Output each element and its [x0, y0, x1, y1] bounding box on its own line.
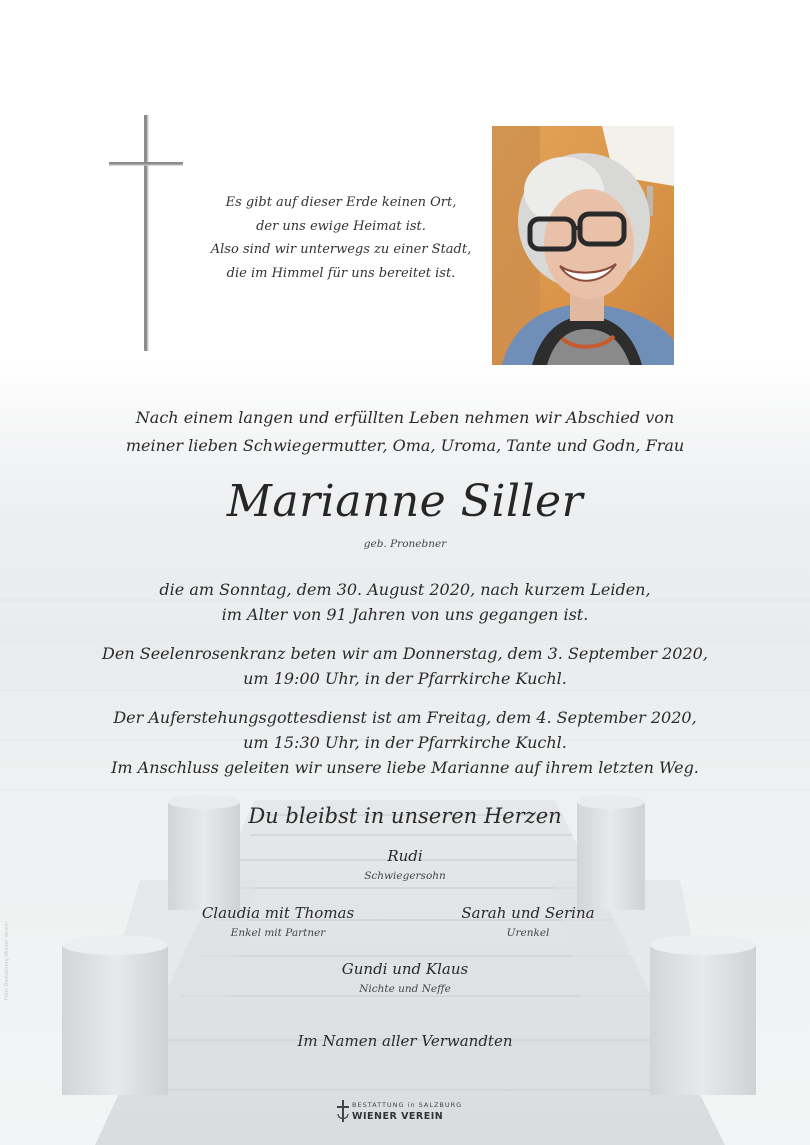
mourner-entry	[305, 960, 505, 995]
funeral-home-logo	[334, 1098, 474, 1126]
deceased-name: Marianne Siller	[226, 476, 584, 527]
mourner-name: Rudi	[387, 847, 423, 865]
poem-line: die im Himmel für uns bereitet ist.	[226, 265, 456, 281]
portrait-photo	[492, 126, 674, 365]
mourner-name: Gundi und Klaus	[341, 960, 469, 978]
mourner-relation: Nichte und Neffe	[359, 983, 451, 995]
on-behalf-line: Im Namen aller Verwandten	[297, 1032, 513, 1050]
poem	[206, 191, 476, 285]
photo-credit: Foto: Bestattung Wiener Verein	[4, 921, 10, 1000]
mourner-relation: Enkel mit Partner	[230, 927, 326, 939]
mourner-relation: Urenkel	[506, 927, 550, 939]
death-notice-line: die am Sonntag, dem 30. August 2020, nach kurzem Leiden,	[159, 580, 651, 599]
poem-line: Es gibt auf dieser Erde keinen Ort,	[225, 195, 457, 210]
birth-name: geb. Pronebner	[363, 538, 447, 550]
cross-icon	[108, 115, 184, 351]
logo-line-2: WIENER VEREIN	[352, 1111, 444, 1122]
mourner-entry	[168, 904, 388, 939]
mourner-entry	[305, 847, 505, 882]
service-line: um 15:30 Uhr, in der Pfarrkirche Kuchl.	[243, 733, 567, 752]
intro-line: meiner lieben Schwiegermutter, Oma, Uroma, Tante und Godn, Frau	[125, 436, 685, 455]
death-notice	[0, 577, 810, 627]
service-line: Im Anschluss geleiten wir unsere liebe Marianne auf ihrem letzten Weg.	[111, 758, 699, 777]
intro-text	[0, 404, 810, 460]
logo-line-1: BESTATTUNG in SALZBURG	[352, 1101, 463, 1109]
closing-line: Du bleibst in unseren Herzen	[248, 804, 562, 828]
death-notice-line: im Alter von 91 Jahren von uns gegangen ist.	[221, 605, 589, 624]
mourner-name: Claudia mit Thomas	[201, 904, 355, 922]
service-notice	[0, 705, 810, 780]
rosary-line: um 19:00 Uhr, in der Pfarrkirche Kuchl.	[243, 669, 567, 688]
cross-logo-icon	[336, 1100, 350, 1122]
poem-line: Also sind wir unterwegs zu einer Stadt,	[210, 242, 472, 257]
poem-line: der uns ewige Heimat ist.	[256, 218, 426, 234]
mourner-name: Sarah und Serina	[461, 904, 595, 922]
intro-line: Nach einem langen und erfüllten Leben nehmen wir Abschied von	[135, 408, 675, 427]
rosary-notice	[0, 641, 810, 691]
mourner-relation: Schwiegersohn	[364, 870, 446, 882]
rosary-line: Den Seelenrosenkranz beten wir am Donnerstag, dem 3. September 2020,	[102, 644, 708, 663]
mourner-entry	[428, 904, 628, 939]
service-line: Der Auferstehungsgottesdienst ist am Freitag, dem 4. September 2020,	[113, 708, 697, 727]
